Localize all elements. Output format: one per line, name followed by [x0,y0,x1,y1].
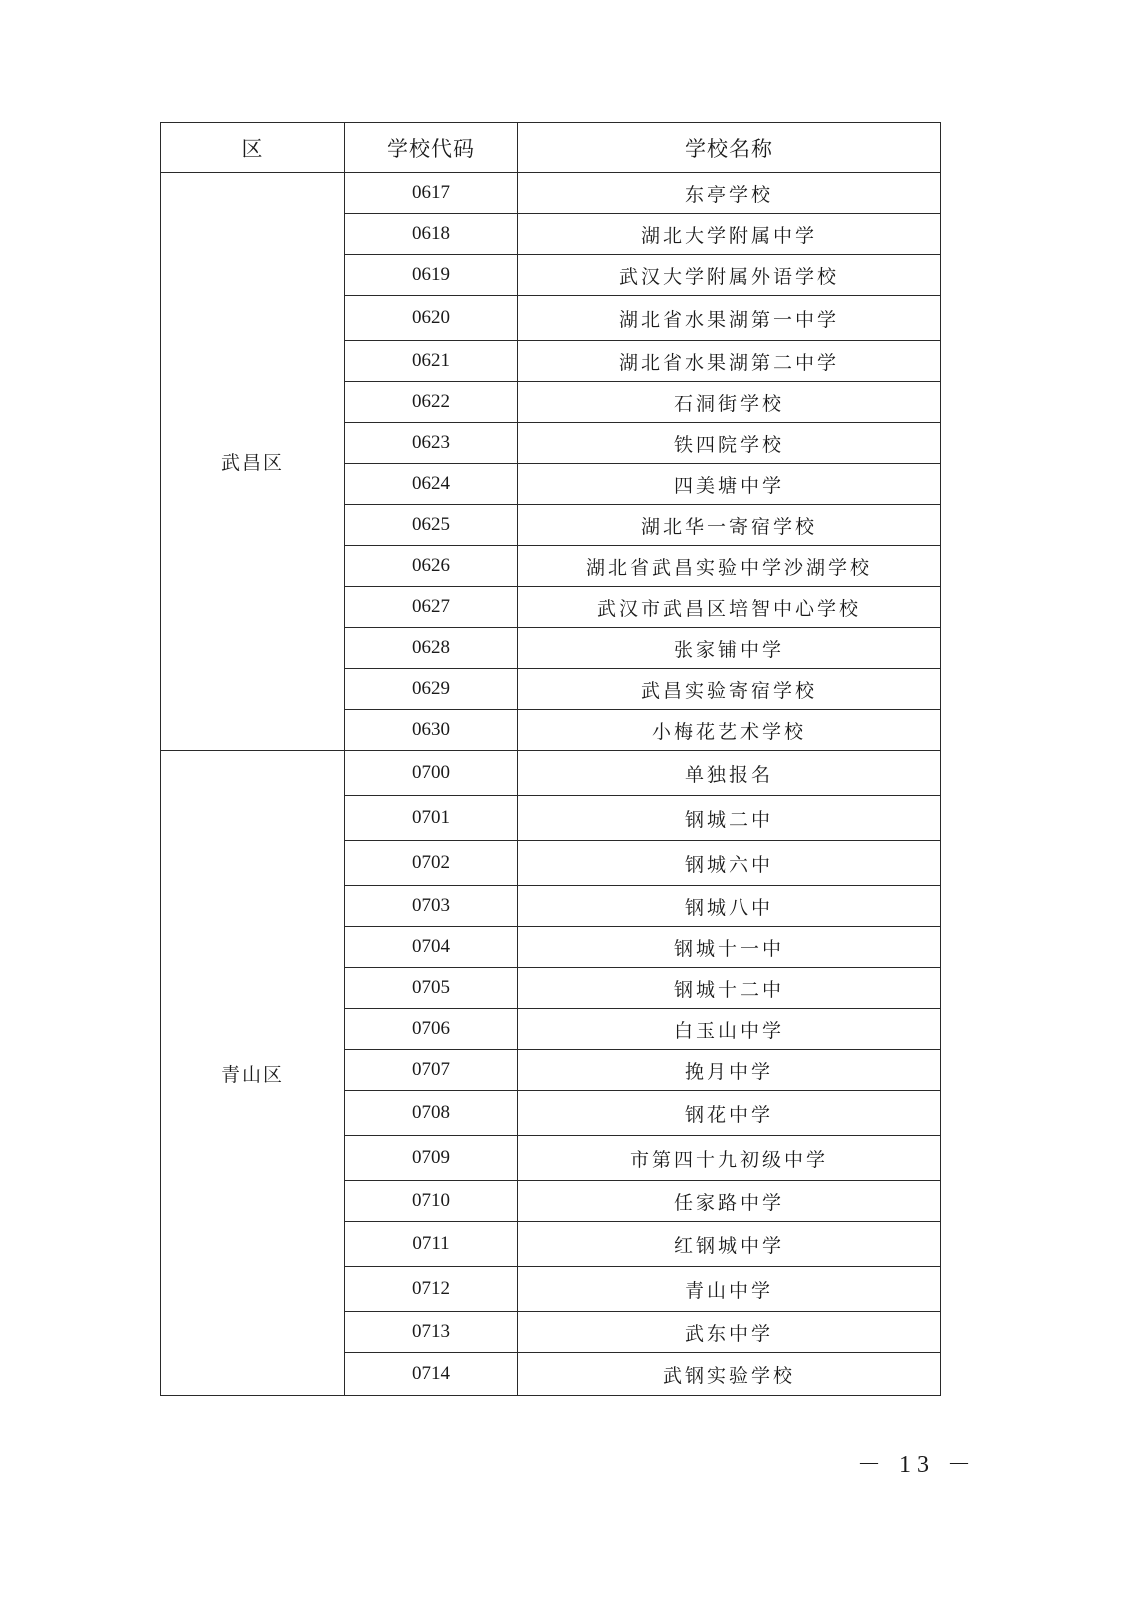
school-code-cell: 0701 [345,796,518,841]
header-district: 区 [161,123,345,173]
page-number: － 13 － [857,1452,977,1478]
school-name-cell: 单独报名 [518,751,941,796]
school-name-cell: 武昌实验寄宿学校 [518,669,941,710]
district-cell: 青山区 [161,751,345,1396]
school-code-cell: 0627 [345,587,518,628]
school-code-cell: 0710 [345,1181,518,1222]
school-code-cell: 0711 [345,1222,518,1267]
school-name-cell: 红钢城中学 [518,1222,941,1267]
school-code-cell: 0712 [345,1267,518,1312]
school-name-cell: 四美塘中学 [518,464,941,505]
school-name-cell: 武汉市武昌区培智中心学校 [518,587,941,628]
school-name-cell: 钢城六中 [518,841,941,886]
school-code-cell: 0708 [345,1091,518,1136]
school-code-cell: 0700 [345,751,518,796]
school-name-cell: 小梅花艺术学校 [518,710,941,751]
school-name-cell: 湖北省武昌实验中学沙湖学校 [518,546,941,587]
school-name-cell: 湖北大学附属中学 [518,214,941,255]
school-code-cell: 0622 [345,382,518,423]
school-name-cell: 武钢实验学校 [518,1353,941,1396]
table-row [161,751,941,796]
school-code-cell: 0709 [345,1136,518,1181]
school-name-cell: 青山中学 [518,1267,941,1312]
school-name-cell: 铁四院学校 [518,423,941,464]
school-name-cell: 石洞街学校 [518,382,941,423]
school-code-cell: 0620 [345,296,518,341]
table-body [161,173,941,1396]
school-code-cell: 0704 [345,927,518,968]
table-row [161,173,941,214]
school-code-cell: 0705 [345,968,518,1009]
school-code-cell: 0703 [345,886,518,927]
school-name-cell: 钢城十二中 [518,968,941,1009]
school-name-cell: 钢城十一中 [518,927,941,968]
school-name-cell: 挽月中学 [518,1050,941,1091]
school-name-cell: 任家路中学 [518,1181,941,1222]
school-name-cell: 东亭学校 [518,173,941,214]
school-name-cell: 钢花中学 [518,1091,941,1136]
school-name-cell: 武汉大学附属外语学校 [518,255,941,296]
school-code-cell: 0618 [345,214,518,255]
header-school-name: 学校名称 [518,123,941,173]
school-name-cell: 钢城八中 [518,886,941,927]
school-code-cell: 0619 [345,255,518,296]
school-code-cell: 0630 [345,710,518,751]
school-name-cell: 钢城二中 [518,796,941,841]
school-code-cell: 0624 [345,464,518,505]
school-name-cell: 武东中学 [518,1312,941,1353]
school-name-cell: 湖北华一寄宿学校 [518,505,941,546]
school-code-cell: 0626 [345,546,518,587]
header-school-code: 学校代码 [345,123,518,173]
school-code-cell: 0623 [345,423,518,464]
school-name-cell: 市第四十九初级中学 [518,1136,941,1181]
school-code-cell: 0706 [345,1009,518,1050]
school-code-cell: 0617 [345,173,518,214]
school-code-cell: 0713 [345,1312,518,1353]
school-code-cell: 0702 [345,841,518,886]
school-code-cell: 0621 [345,341,518,382]
school-code-cell: 0625 [345,505,518,546]
school-code-cell: 0628 [345,628,518,669]
school-name-cell: 张家铺中学 [518,628,941,669]
district-cell: 武昌区 [161,173,345,751]
school-name-cell: 白玉山中学 [518,1009,941,1050]
school-code-cell: 0707 [345,1050,518,1091]
school-code-cell: 0629 [345,669,518,710]
school-name-cell: 湖北省水果湖第二中学 [518,341,941,382]
school-code-cell: 0714 [345,1353,518,1396]
school-name-cell: 湖北省水果湖第一中学 [518,296,941,341]
school-code-table [160,122,941,1396]
table-header-row [161,123,941,173]
